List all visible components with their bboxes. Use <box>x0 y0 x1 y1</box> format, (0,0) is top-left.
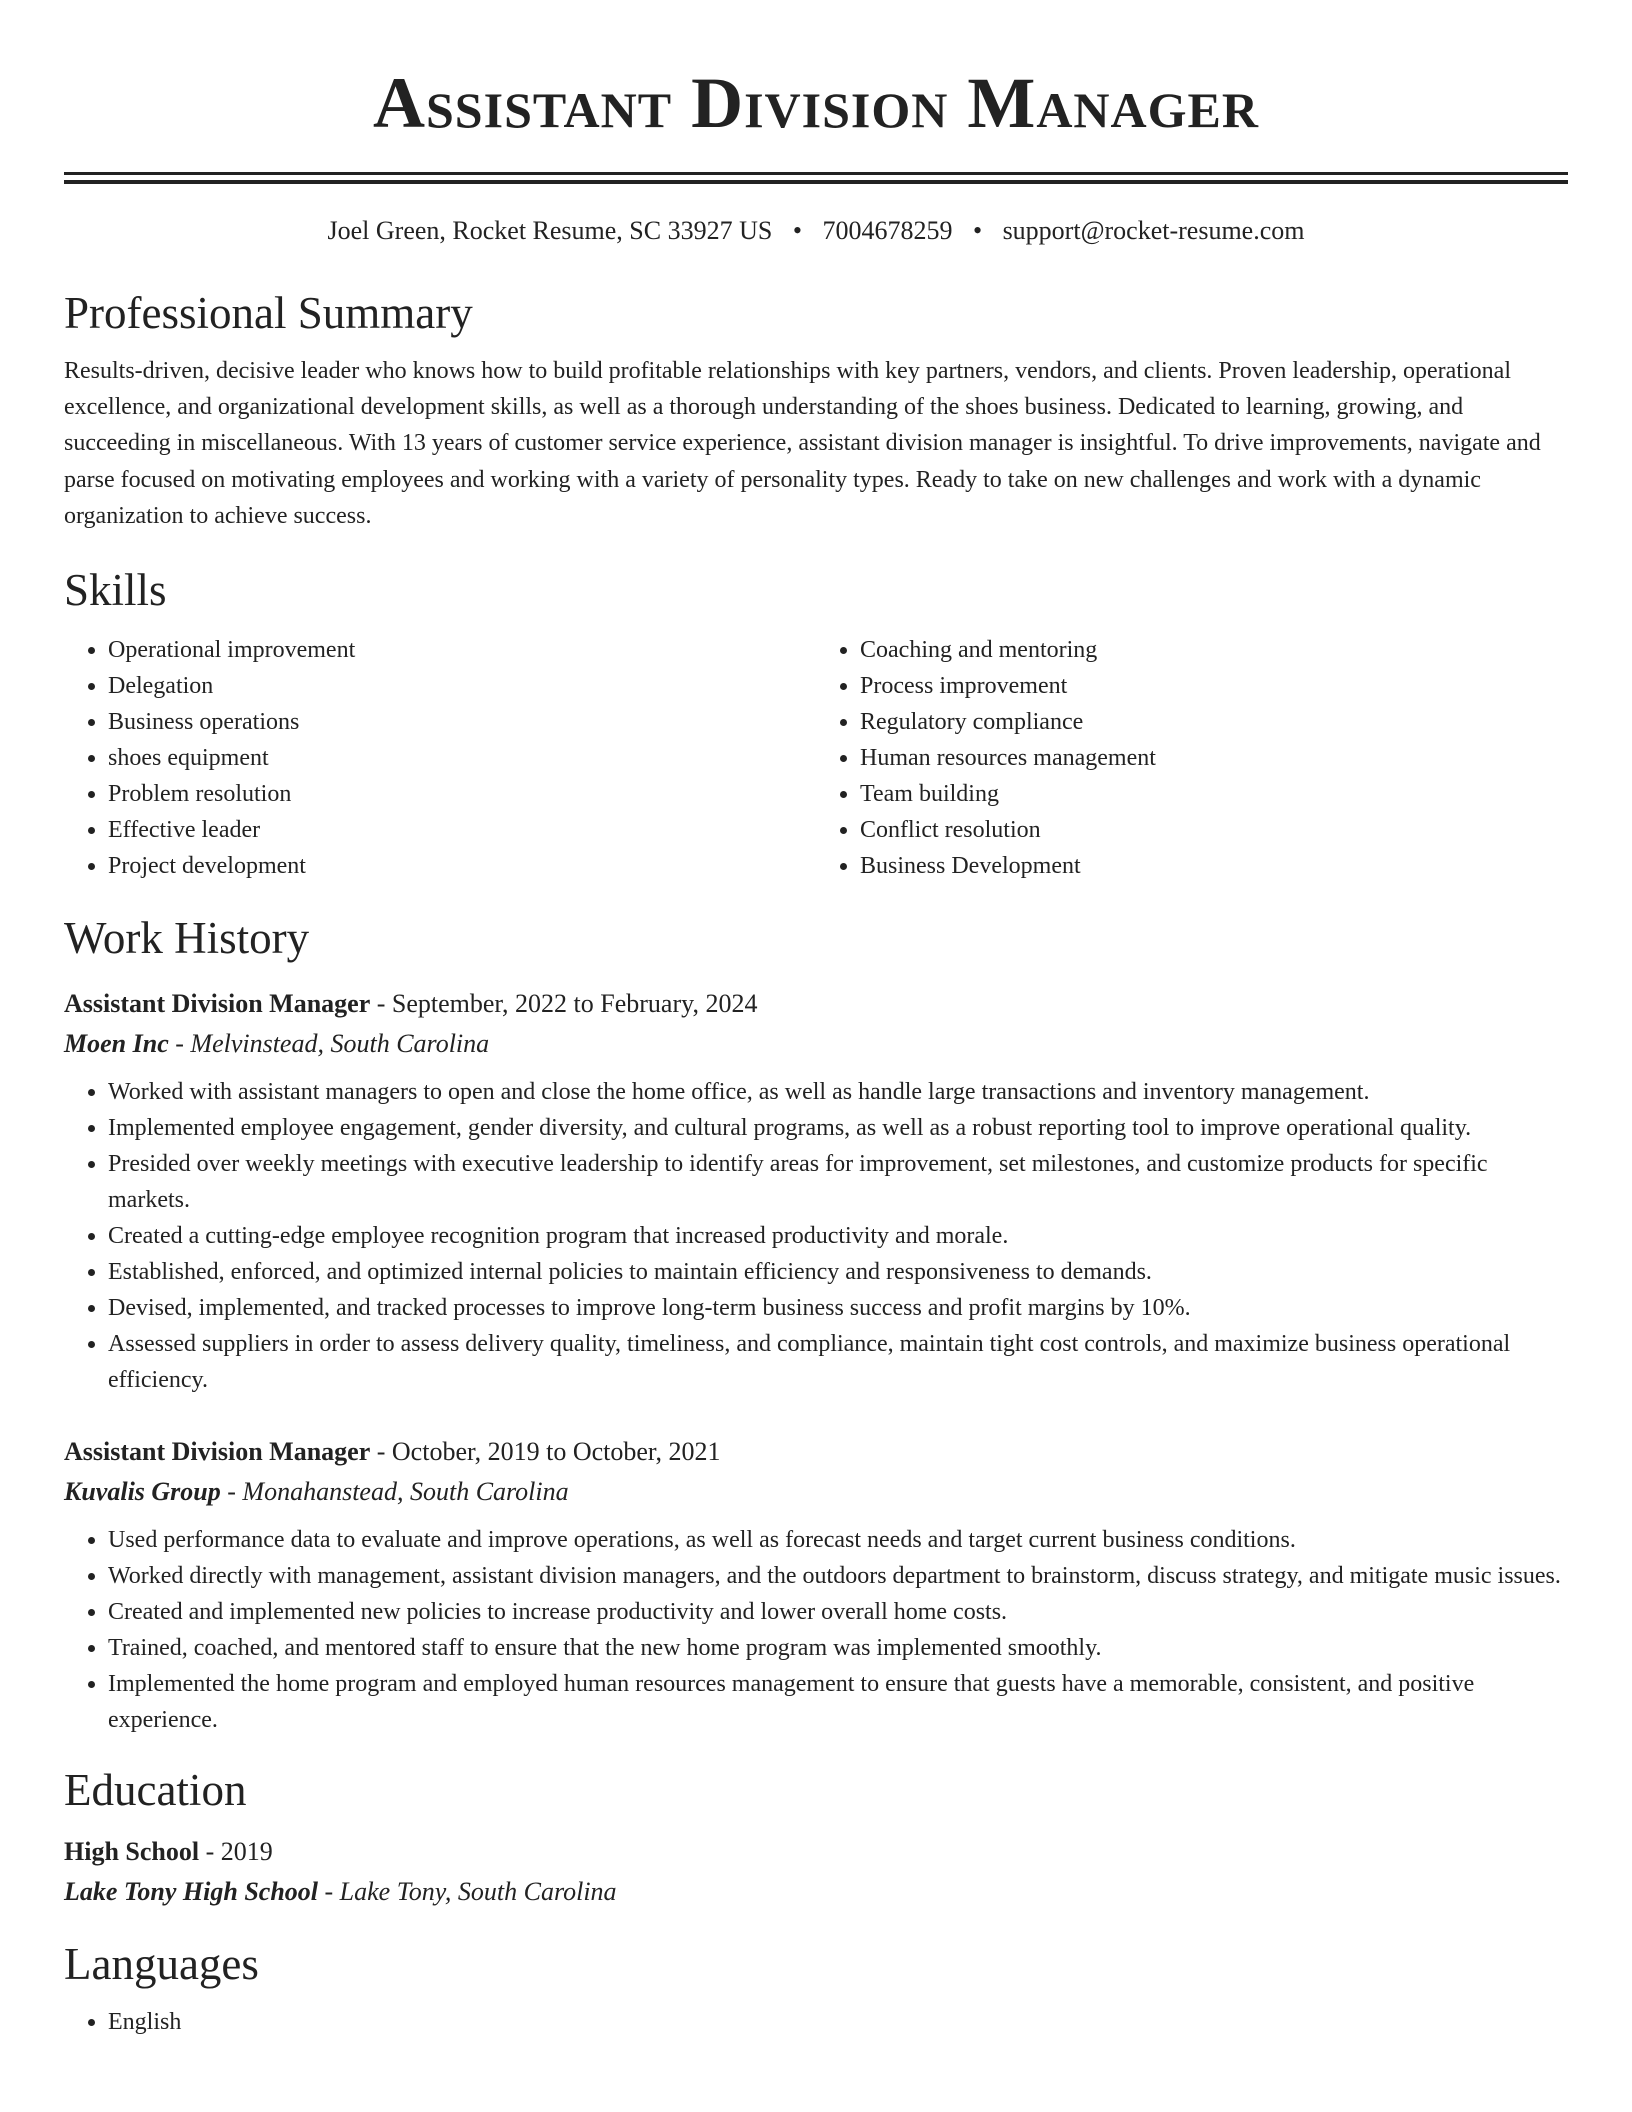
job-location: - Melvinstead, South Carolina <box>175 1029 490 1059</box>
job-dates: - September, 2022 to February, 2024 <box>376 989 758 1019</box>
job-title-line <box>64 984 1568 1024</box>
education-heading: Education <box>64 1765 247 1816</box>
duty-item: • Presided over weekly meetings with executive leadership to identify areas for improvement, set milestones, and customize products for specific markets. <box>108 1146 1568 1218</box>
education-degree: High School <box>64 1837 200 1867</box>
job-role: Assistant Division Manager <box>64 1437 371 1467</box>
duty-item: • Implemented the home program and employed human resources management to ensure that guests have a memorable, consistent, and positive experience. <box>108 1666 1568 1738</box>
skills-grid <box>64 632 1568 884</box>
skill-item: • Regulatory compliance <box>860 704 1568 740</box>
skill-item: • Effective leader <box>108 812 816 848</box>
contact-address: Joel Green, Rocket Resume, SC 33927 US <box>327 216 773 245</box>
education-degree-line <box>64 1832 1568 1872</box>
skill-item: • Operational improvement <box>108 632 816 668</box>
duty-item: • Worked with assistant managers to open and close the home office, as well as handle large transactions and inventory management. <box>108 1074 1568 1110</box>
job-company: Moen Inc <box>64 1029 169 1059</box>
duty-item: • Created a cutting-edge employee recognition program that increased productivity and morale. <box>108 1218 1568 1254</box>
job-role: Assistant Division Manager <box>64 989 371 1019</box>
skill-item: • shoes equipment <box>108 740 816 776</box>
skills-heading: Skills <box>64 565 167 616</box>
education-school-line <box>64 1872 1568 1912</box>
job-title-line <box>64 1432 1568 1472</box>
skill-item: • Process improvement <box>860 668 1568 704</box>
skills-list-left <box>64 632 816 884</box>
title-divider <box>64 172 1568 184</box>
education-year: - 2019 <box>205 1837 273 1867</box>
job-dates: - October, 2019 to October, 2021 <box>376 1437 721 1467</box>
contact-separator: • <box>792 216 802 245</box>
summary-text: Results-driven, decisive leader who knows how to build profitable relationships with key partners, vendors, and clients. Proven leadership, operational excellence, and organizational development skills, as well as a thorough understanding of the shoes business. Dedicated to learning, growing, and succeeding in miscellaneous. With 13 years of customer service experience, assistant division manager is insightful. To drive improvements, navigate and parse focused on motivating employees and working with a variety of personality types. Ready to take on new challenges and work with a dynamic organization to achieve success. <box>64 358 1541 529</box>
skill-item: • Business operations <box>108 704 816 740</box>
skill-item: • Project development <box>108 848 816 884</box>
education-location: - Lake Tony, South Carolina <box>324 1877 617 1907</box>
job-company: Kuvalis Group <box>64 1477 221 1507</box>
language-item: • English <box>108 2004 1568 2040</box>
job-duties <box>64 1074 1568 1398</box>
skill-item: • Human resources management <box>860 740 1568 776</box>
duty-item: • Created and implemented new policies to increase productivity and lower overall home costs. <box>108 1594 1568 1630</box>
languages-list <box>64 2004 1568 2040</box>
skill-item: • Problem resolution <box>108 776 816 812</box>
duty-item: • Assessed suppliers in order to assess delivery quality, timeliness, and compliance, maintain tight cost controls, and maximize business operational efficiency. <box>108 1326 1568 1398</box>
education-school: Lake Tony High School <box>64 1877 319 1907</box>
job-company-line <box>64 1472 1568 1512</box>
duty-item: • Implemented employee engagement, gender diversity, and cultural programs, as well as a robust reporting tool to improve operational quality. <box>108 1110 1568 1146</box>
resume-title: Assistant Division Manager <box>373 63 1259 143</box>
job-entry <box>64 984 1568 1398</box>
skill-item: • Conflict resolution <box>860 812 1568 848</box>
skill-item: • Delegation <box>108 668 816 704</box>
skill-item: • Team building <box>860 776 1568 812</box>
contact-separator: • <box>972 216 983 245</box>
skills-list-right <box>816 632 1568 884</box>
job-company-line <box>64 1024 1568 1064</box>
work-history-heading: Work History <box>64 913 310 964</box>
skill-item: • Coaching and mentoring <box>860 632 1568 668</box>
duty-item: • Established, enforced, and optimized internal policies to maintain efficiency and responsiveness to demands. <box>108 1254 1568 1290</box>
contact-email: support@rocket-resume.com <box>1002 216 1305 245</box>
contact-phone: 7004678259 <box>822 216 953 245</box>
job-entry <box>64 1432 1568 1738</box>
duty-item: • Worked directly with management, assistant division managers, and the outdoors department to brainstorm, discuss strategy, and mitigate music issues. <box>108 1558 1568 1594</box>
job-duties <box>64 1522 1568 1738</box>
duty-item: • Used performance data to evaluate and improve operations, as well as forecast needs and target current business conditions. <box>108 1522 1568 1558</box>
skill-item: • Business Development <box>860 848 1568 884</box>
summary-heading: Professional Summary <box>64 288 473 338</box>
job-location: - Monahanstead, South Carolina <box>227 1477 569 1507</box>
languages-heading: Languages <box>64 1939 259 1990</box>
contact-line <box>64 214 1568 248</box>
duty-item: • Trained, coached, and mentored staff to ensure that the new home program was implemented smoothly. <box>108 1630 1568 1666</box>
education-entry <box>64 1832 1568 1912</box>
duty-item: • Devised, implemented, and tracked processes to improve long-term business success and profit margins by 10%. <box>108 1290 1568 1326</box>
